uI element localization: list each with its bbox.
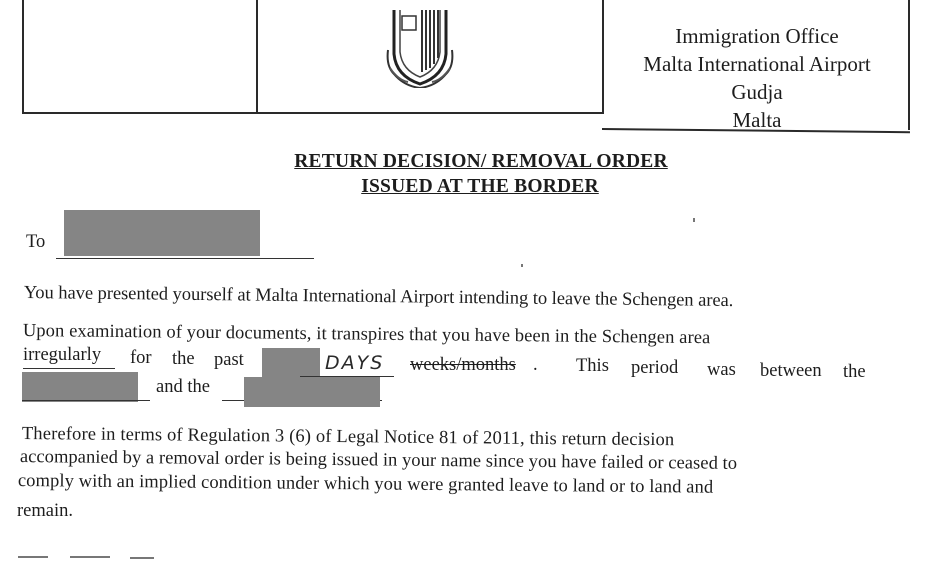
coat-of-arms-logo — [386, 10, 454, 88]
paragraph-presented: You have presented yourself at Malta International Airport intending to leave the Schengen area. — [23, 283, 734, 312]
table-border-right — [908, 0, 910, 130]
document-title-line1: RETURN DECISION/ REMOVAL ORDER — [294, 151, 668, 172]
cropped-text-fragment — [130, 557, 154, 559]
text-word: was — [707, 360, 736, 380]
paragraph-examination-line1: Upon examination of your documents, it transpires that you have been in the Schengen area — [22, 321, 711, 349]
text-word: for — [130, 348, 152, 368]
text-and-the: and the — [156, 377, 210, 397]
start-date-line — [22, 400, 150, 401]
text-word: between — [760, 361, 822, 381]
struck-weeks-months: weeks/months — [410, 355, 516, 375]
table-divider-2 — [602, 0, 604, 114]
redacted-end-date — [244, 377, 380, 407]
paragraph-therefore-line3: comply with an implied condition under which you were granted leave to land or to land and — [17, 471, 714, 498]
scan-speck — [521, 264, 523, 267]
table-bottom-left — [22, 112, 602, 114]
text-word: period — [631, 358, 679, 378]
paragraph-therefore-line1: Therefore in terms of Regulation 3 (6) of Legal Notice 81 of 2011, this return decision — [21, 424, 675, 451]
text-period: . — [533, 355, 538, 375]
text-word: the — [843, 362, 866, 382]
table-border-left — [22, 0, 24, 114]
cropped-text-fragment — [70, 556, 110, 558]
paragraph-therefore-line4: remain. — [17, 501, 73, 521]
address-line: Malta — [732, 108, 782, 132]
text-word: This — [576, 356, 609, 376]
address-line: Immigration Office — [675, 24, 839, 48]
text-word: irregularly — [23, 345, 102, 365]
redacted-recipient-name — [64, 210, 260, 256]
underline-mark — [23, 368, 115, 369]
text-word: past — [214, 350, 244, 370]
redacted-duration — [262, 348, 320, 378]
table-divider-1 — [256, 0, 258, 114]
cropped-text-fragment — [18, 556, 48, 558]
paragraph-therefore-line2: accompanied by a removal order is being issued in your name since you have failed or ceased to — [19, 447, 738, 474]
document-title-line2: ISSUED AT THE BORDER — [361, 176, 599, 197]
redacted-start-date — [22, 372, 138, 402]
handwritten-days: DAYS — [325, 352, 385, 374]
scan-speck — [693, 218, 695, 222]
office-address — [612, 22, 902, 134]
address-line: Gudja — [731, 80, 783, 104]
address-line: Malta International Airport — [643, 52, 871, 76]
recipient-line — [56, 258, 314, 259]
recipient-label: To — [26, 232, 46, 252]
text-word: the — [172, 349, 195, 369]
